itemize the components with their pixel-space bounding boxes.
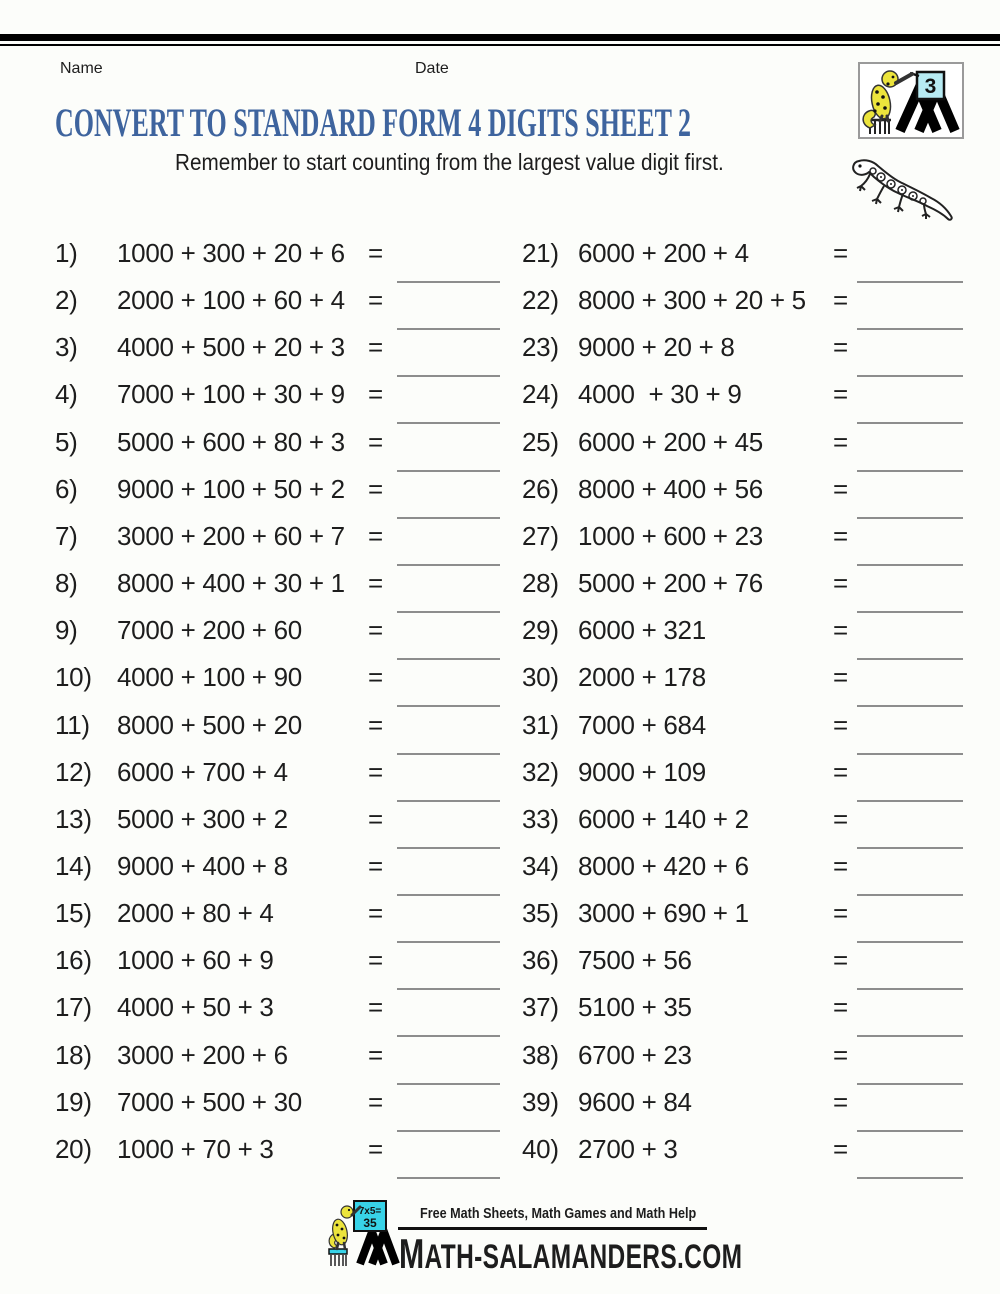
- problem-number: 31): [522, 709, 559, 740]
- problem-expression: 7000 + 200 + 60: [117, 615, 302, 646]
- problem-expression: 6000 + 140 + 2: [578, 803, 749, 834]
- problem-number: 10): [55, 662, 92, 693]
- answer-line[interactable]: [857, 375, 963, 377]
- answer-line[interactable]: [857, 611, 963, 613]
- problem-number: 27): [522, 520, 559, 551]
- equals-sign: =: [368, 520, 383, 551]
- problem-row: [0, 332, 1000, 379]
- equals-sign: =: [833, 1039, 848, 1070]
- problem-row: [0, 238, 1000, 285]
- problem-row: [0, 474, 1000, 521]
- problem-row: [0, 568, 1000, 615]
- problem-number: 5): [55, 426, 78, 457]
- problem-row: [0, 992, 1000, 1039]
- problem-number: 18): [55, 1039, 92, 1070]
- problem-number: 3): [55, 332, 78, 363]
- answer-line[interactable]: [857, 894, 963, 896]
- problem-row: [0, 1087, 1000, 1134]
- date-field-label: Date: [415, 60, 449, 77]
- problem-expression: 5000 + 200 + 76: [578, 568, 763, 599]
- problem-row: [0, 710, 1000, 757]
- answer-line[interactable]: [857, 470, 963, 472]
- equals-sign: =: [368, 803, 383, 834]
- top-border-thick: [0, 34, 1000, 41]
- footer-brand-text: [399, 1231, 742, 1277]
- problem-number: 25): [522, 426, 559, 457]
- equals-sign: =: [368, 992, 383, 1023]
- equals-sign: =: [833, 426, 848, 457]
- equals-sign: =: [368, 709, 383, 740]
- salamander-writing-icon: [860, 64, 962, 137]
- problem-number: 8): [55, 568, 78, 599]
- problem-expression: 6000 + 700 + 4: [117, 756, 288, 787]
- problem-number: 38): [522, 1039, 559, 1070]
- equals-sign: =: [833, 803, 848, 834]
- problem-row: [0, 898, 1000, 945]
- problem-number: 14): [55, 850, 92, 881]
- equals-sign: =: [833, 898, 848, 929]
- problem-expression: 7000 + 100 + 30 + 9: [117, 379, 345, 410]
- problem-row: [0, 379, 1000, 426]
- problem-expression: 4000 + 500 + 20 + 3: [117, 332, 345, 363]
- equals-sign: =: [368, 238, 383, 268]
- problem-expression: 5100 + 35: [578, 992, 692, 1023]
- problem-expression: 9000 + 109: [578, 756, 706, 787]
- problem-expression: 8000 + 400 + 30 + 1: [117, 568, 345, 599]
- problem-number: 35): [522, 898, 559, 929]
- equals-sign: =: [368, 568, 383, 599]
- problem-number: 28): [522, 568, 559, 599]
- problem-number: 21): [522, 238, 559, 268]
- problem-number: 32): [522, 756, 559, 787]
- problem-expression: 3000 + 200 + 6: [117, 1039, 288, 1070]
- answer-line[interactable]: [857, 328, 963, 330]
- problem-number: 15): [55, 898, 92, 929]
- answer-line[interactable]: [857, 281, 963, 283]
- problem-expression: 7000 + 500 + 30: [117, 1086, 302, 1117]
- problem-number: 6): [55, 473, 78, 504]
- equals-sign: =: [833, 332, 848, 363]
- problem-number: 34): [522, 850, 559, 881]
- answer-line[interactable]: [857, 705, 963, 707]
- equals-sign: =: [833, 850, 848, 881]
- problem-expression: 1000 + 70 + 3: [117, 1133, 274, 1164]
- problem-row: [0, 427, 1000, 474]
- problem-number: 33): [522, 803, 559, 834]
- footer-board-line1: 7x5=: [358, 1206, 382, 1217]
- equals-sign: =: [833, 615, 848, 646]
- problem-number: 16): [55, 945, 92, 976]
- problem-expression: 5000 + 300 + 2: [117, 803, 288, 834]
- problem-number: 26): [522, 473, 559, 504]
- equals-sign: =: [833, 520, 848, 551]
- problem-number: 11): [55, 709, 90, 740]
- salamander-badge-logo: [858, 62, 964, 139]
- equals-sign: =: [833, 756, 848, 787]
- problem-expression: 1000 + 60 + 9: [117, 945, 274, 976]
- problem-expression: 4000 + 30 + 9: [578, 379, 742, 410]
- equals-sign: =: [368, 1039, 383, 1070]
- problem-row: [0, 285, 1000, 332]
- answer-line[interactable]: [857, 1177, 963, 1179]
- answer-line[interactable]: [857, 753, 963, 755]
- equals-sign: =: [368, 850, 383, 881]
- problem-expression: 4000 + 100 + 90: [117, 662, 302, 693]
- problem-number: 13): [55, 803, 92, 834]
- problem-row: [0, 1040, 1000, 1087]
- problem-expression: 2700 + 3: [578, 1133, 678, 1164]
- gecko-outline-icon: [848, 148, 963, 227]
- problem-expression: 3000 + 690 + 1: [578, 898, 749, 929]
- page-subtitle: Remember to start counting from the largest value digit first.: [175, 149, 724, 175]
- equals-sign: =: [368, 756, 383, 787]
- footer-brand-rest: ATH-SALAMANDERS.COM: [424, 1238, 743, 1276]
- problem-expression: 6700 + 23: [578, 1039, 692, 1070]
- problem-number: 1): [55, 238, 78, 268]
- problem-number: 12): [55, 756, 92, 787]
- problem-number: 37): [522, 992, 559, 1023]
- problem-number: 30): [522, 662, 559, 693]
- problem-row: [0, 804, 1000, 851]
- equals-sign: =: [368, 332, 383, 363]
- problem-expression: 8000 + 420 + 6: [578, 850, 749, 881]
- answer-line[interactable]: [857, 564, 963, 566]
- answer-line[interactable]: [857, 422, 963, 424]
- problem-row: [0, 662, 1000, 709]
- problem-expression: 6000 + 321: [578, 615, 706, 646]
- answer-line[interactable]: [857, 1083, 963, 1085]
- equals-sign: =: [833, 285, 848, 316]
- problem-number: 17): [55, 992, 92, 1023]
- problem-number: 19): [55, 1086, 92, 1117]
- problem-number: 36): [522, 945, 559, 976]
- equals-sign: =: [833, 568, 848, 599]
- problem-number: 24): [522, 379, 559, 410]
- problem-expression: 6000 + 200 + 4: [578, 238, 749, 268]
- problem-number: 29): [522, 615, 559, 646]
- problem-expression: 2000 + 100 + 60 + 4: [117, 285, 345, 316]
- answer-line[interactable]: [857, 1035, 963, 1037]
- answer-line[interactable]: [857, 988, 963, 990]
- problem-expression: 8000 + 300 + 20 + 5: [578, 285, 806, 316]
- problem-expression: 2000 + 80 + 4: [117, 898, 274, 929]
- problem-row: [0, 945, 1000, 992]
- equals-sign: =: [368, 285, 383, 316]
- footer-brand-m: M: [399, 1230, 425, 1277]
- answer-line[interactable]: [857, 517, 963, 519]
- problem-row: [0, 757, 1000, 804]
- answer-line[interactable]: [857, 941, 963, 943]
- problem-expression: 1000 + 600 + 23: [578, 520, 763, 551]
- problem-expression: 9000 + 400 + 8: [117, 850, 288, 881]
- footer-tagline: Free Math Sheets, Math Games and Math Help: [420, 1206, 697, 1222]
- problem-number: 2): [55, 285, 78, 316]
- equals-sign: =: [368, 426, 383, 457]
- answer-line[interactable]: [857, 800, 963, 802]
- equals-sign: =: [833, 1133, 848, 1164]
- problem-expression: 6000 + 200 + 45: [578, 426, 763, 457]
- problem-expression: 5000 + 600 + 80 + 3: [117, 426, 345, 457]
- problem-number: 22): [522, 285, 559, 316]
- equals-sign: =: [368, 945, 383, 976]
- equals-sign: =: [368, 615, 383, 646]
- equals-sign: =: [833, 1086, 848, 1117]
- problem-number: 4): [55, 379, 78, 410]
- problem-expression: 2000 + 178: [578, 662, 706, 693]
- problem-expression: 9000 + 100 + 50 + 2: [117, 473, 345, 504]
- equals-sign: =: [368, 662, 383, 693]
- problem-row: [0, 521, 1000, 568]
- equals-sign: =: [368, 1133, 383, 1164]
- equals-sign: =: [833, 379, 848, 410]
- page-title: CONVERT TO STANDARD FORM 4 DIGITS SHEET 2: [55, 100, 691, 145]
- answer-line[interactable]: [857, 658, 963, 660]
- equals-sign: =: [833, 992, 848, 1023]
- problem-expression: 9000 + 20 + 8: [578, 332, 735, 363]
- name-field-label: Name: [60, 60, 103, 77]
- equals-sign: =: [368, 1086, 383, 1117]
- footer-salamander-icon: [326, 1200, 402, 1273]
- problem-number: 23): [522, 332, 559, 363]
- equals-sign: =: [368, 473, 383, 504]
- equals-sign: =: [368, 898, 383, 929]
- problem-row: [0, 851, 1000, 898]
- problem-expression: 3000 + 200 + 60 + 7: [117, 520, 345, 551]
- problem-number: 39): [522, 1086, 559, 1117]
- problem-number: 9): [55, 615, 78, 646]
- problem-row: [0, 615, 1000, 662]
- problem-expression: 8000 + 400 + 56: [578, 473, 763, 504]
- footer-board-line2: 35: [363, 1216, 377, 1230]
- top-border-thin: [0, 44, 1000, 46]
- problem-expression: 8000 + 500 + 20: [117, 709, 302, 740]
- problem-expression: 4000 + 50 + 3: [117, 992, 274, 1023]
- equals-sign: =: [833, 473, 848, 504]
- problem-expression: 1000 + 300 + 20 + 6: [117, 238, 345, 268]
- problem-expression: 7000 + 684: [578, 709, 706, 740]
- problem-expression: 7500 + 56: [578, 945, 692, 976]
- problem-row: [0, 1134, 1000, 1181]
- problem-expression: 9600 + 84: [578, 1086, 692, 1117]
- equals-sign: =: [833, 709, 848, 740]
- equals-sign: =: [368, 379, 383, 410]
- equals-sign: =: [833, 945, 848, 976]
- problem-number: 40): [522, 1133, 559, 1164]
- problem-number: 7): [55, 520, 78, 551]
- answer-line[interactable]: [857, 847, 963, 849]
- footer-divider: [398, 1227, 707, 1230]
- badge-number: 3: [924, 75, 937, 98]
- problem-number: 20): [55, 1133, 92, 1164]
- equals-sign: =: [833, 662, 848, 693]
- answer-line[interactable]: [857, 1130, 963, 1132]
- equals-sign: =: [833, 238, 848, 268]
